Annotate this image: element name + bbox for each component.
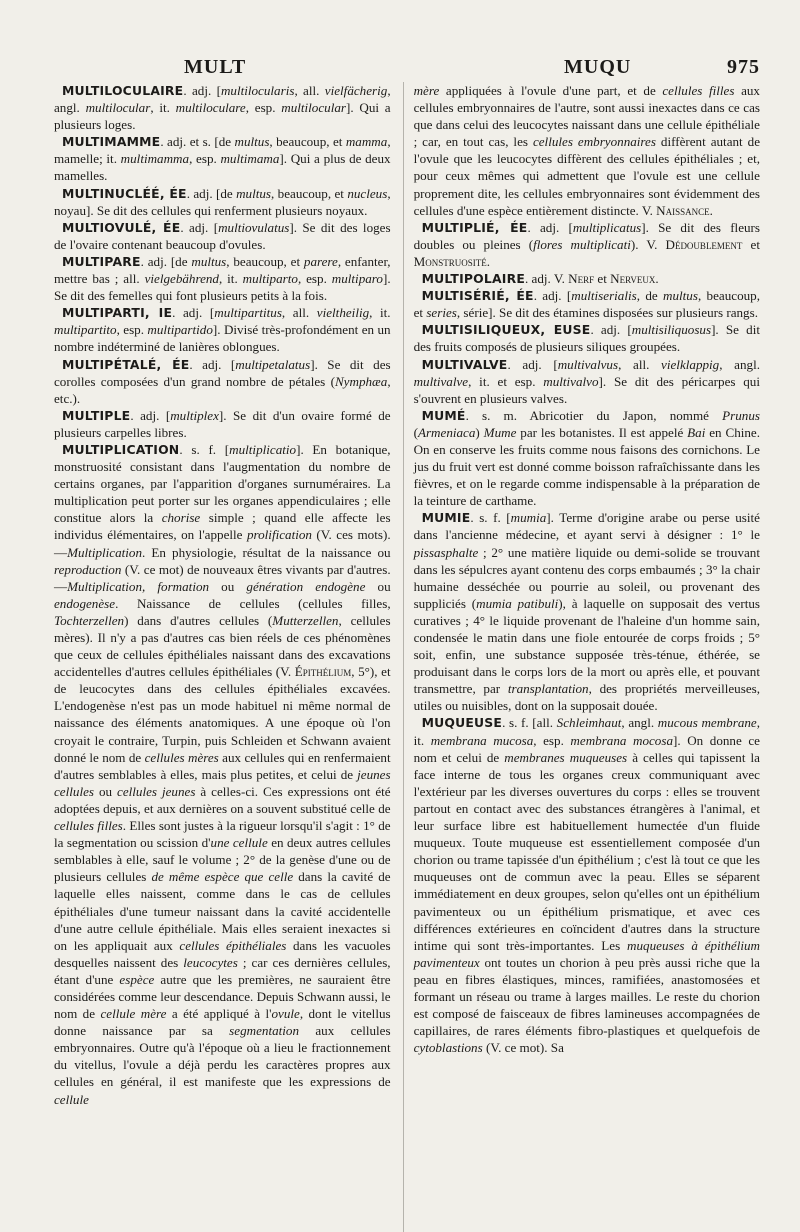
entry-headword: MUMIE	[421, 510, 471, 526]
continuation-paragraph: mère appliquées à l'ovule d'une part, et de cellules filles aux cellules embryonnaires de l'autre, sont aussi inexactes dans ce cas que dans celui des leucocytes naissant dans une cellule épithéliale ; car, en tout cas, les cellules embryonnaires diffèrent autant de l'ovule que les leucocytes diffèrent des cellules épithéliales ; et, pour ceux mêmes qui admettent que l'ovule est une cellule proprement dite, les cellules embryonnaires sont évidemment des cellules d'une espèce entièrement distincte. V. Naissance.	[413, 83, 761, 218]
left-column	[54, 82, 391, 1232]
dictionary-entry	[54, 253, 391, 304]
entry-headword: MULTIPARE	[62, 253, 141, 269]
dictionary-entry	[54, 441, 391, 1108]
entry-headword: MULTIPOLAIRE	[421, 271, 525, 287]
entry-definition: . adj. V. Nerf et Nerveux.	[525, 271, 659, 287]
entry-definition: . s. f. [all. Schleimhaut, angl. mucous membrane, it. membrana mucosa, esp. membrana mocosa]. On donne ce nom et celui de membranes muqueuses à celles qui tapissent la face interne de tous les organes creux communiquant avec l'extérieur par les diverses ouvertures du corps : elles se trouvent partout en contact avec des substances étrangères à l'animal, et leur surface libre est habituellement humectée d'un fluide muqueux. Toute muqueuse est essentiellement composée d'un chorion ou trame tapissée d'un épithélium ; c'est là tout ce que les muqueuses ont de commun avec la peau. Elles se séparent immédiatement en deux groupes, selon qu'elles ont un épithélium pavimenteux ou un épithélium prismatique, et avec ces différences extérieures en coïncident d'autres dans la structure intime qui sont très-importantes. Les muqueuses à épithélium pavimenteux ont toutes un chorion à peu près aussi riche que la peau en fibres élastiques, minces, ramifiées, anastomosées et formant un réseau ou trame à larges mailles. Le reste du chorion est composé de faisceaux de fibres lamineuses accompagnées de capillaires, de rares éléments fibro-plastiques et quelquefois de cytoblastions (V. ce mot). Sa	[413, 715, 760, 1056]
running-head-left: MULT	[184, 56, 247, 78]
entry-headword: MULTIVALVE	[421, 356, 508, 372]
entry-definition: . adj. [multisiliquosus]. Se dit des fruits composés de plusieurs siliques groupées.	[413, 322, 760, 355]
entry-definition: . s. f. [multiplicatio]. En botanique, monstruosité consistant dans l'augmentation du nombre de certains organes, par l'apparition d'organes surnuméraires. La multiplication peut porter sur les organes appendiculaires ; elle constitue alors la chorise simple ; quand elle affecte les individus élémentaires, on l'appelle prolification (V. ces mots).—Multiplication. En physiologie, résultat de la naissance ou reproduction (V. ce mot) de nouveaux êtres vivants par d'autres.—Multiplication, formation ou génération endogène ou endogenèse. Naissance de cellules (cellules filles, Tochterzellen) dans d'autres cellules (Mutterzellen, cellules mères). Il n'y a pas d'autres cas bien réels de ces phénomènes que ceux de cellules épithéliales naissant dans des excavations accidentelles d'autres cellules épithéliales (V. Épithélium, 5°), et de leucocytes dans des cellules épithéliales excavées. L'endogenèse n'est pas un mode habituel ni même normal de naissance des éléments anatomiques. A une époque où l'on croyait le contraire, Turpin, puis Schleiden et Schwann avaient donné le nom de cellules mères aux cellules qui en renfermaient d'autres semblables à elles, mais plus petites, et celui de jeunes cellules ou cellules jeunes à celles-ci. Ces expressions ont été adoptées depuis, et aux dernières on a souvent substitué celle de cellules filles. Elles sont justes à la rigueur lorsqu'il s'agit : 1° de la segmentation ou scission d'une cellule en deux autres cellules semblables à elle, sauf le volume ; 2° de la genèse d'une ou de plusieurs cellules de même espèce que celle dans la cavité de laquelle elles naissent, comme dans le cas de cellules épithéliales d'une tumeur naissant dans la cavité accidentelle d'une autre cellule épithéliale. Mais elles seraient inexactes si on les appliquait aux cellules épithéliales dans les vacuoles desquelles naissent des leucocytes ; car ces dernières cellules, étant d'une espèce autre que les premières, ne sauraient être considérées comme leur descendance. Depuis Schwann aussi, le nom de cellule mère a été appliqué à l'ovule, dont le vitellus donne naissance par sa segmentation aux cellules embryonnaires. Outre qu'à l'époque où a lieu le fractionnement du vitellus, l'ovule a déjà perdu les caractères propres aux cellules en général, il est manifeste que les expressions de cellule	[54, 441, 391, 1107]
entry-definition: . adj. [multiovulatus]. Se dit des loges de l'ovaire contenant beaucoup d'ovules.	[54, 219, 391, 252]
right-column	[414, 82, 760, 1232]
dictionary-entry	[54, 219, 391, 253]
dictionary-entry	[414, 321, 760, 355]
page-number: 975	[727, 56, 760, 78]
entry-headword: MULTIPARTI, IE	[62, 305, 173, 321]
dictionary-entry	[54, 407, 391, 441]
entry-definition: . adj. [multipartitus, all. vieltheilig, it. multipartito, esp. multipartido]. Divisé très-profondément en un nombre indéterminé de lanières oblongues.	[54, 305, 391, 355]
entry-headword: MULTISÉRIÉ, ÉE	[421, 288, 534, 304]
dictionary-entry	[414, 270, 760, 287]
entry-headword: MUMÉ	[421, 407, 466, 423]
entry-headword: MULTILOCULAIRE	[62, 83, 184, 98]
entry-definition: . adj. [de multus, beaucoup, et nucleus, noyau]. Se dit des cellules qui renferment plusieurs noyaux.	[54, 185, 391, 218]
entry-headword: MULTIOVULÉ, ÉE	[62, 219, 181, 235]
entry-headword: MULTIMAMME	[62, 134, 161, 150]
entry-definition: . s. m. Abricotier du Japon, nommé Prunus (Armeniaca) Mume par les botanistes. Il est appelé Bai en Chine. On en conserve les fruits comme nous faisons des cornichons. Le jus du fruit vert est donné comme boisson rafraîchissante dans les fièvres, et on le regarde comme indispensable à la préparation de la teinture de carthame.	[413, 407, 761, 509]
entry-definition: . adj. [multipetalatus]. Se dit des corolles composées d'un grand nombre de pétales (Nymphæa, etc.).	[54, 356, 391, 406]
entry-headword: MULTINUCLÉÉ, ÉE	[62, 185, 187, 201]
entry-headword: MULTISILIQUEUX, EUSE	[421, 322, 591, 338]
column-divider	[403, 82, 404, 1232]
entry-definition: . adj. et s. [de multus, beaucoup, et mamma, mamelle; it. multimamma, esp. multimama]. Qui a plus de deux mamelles.	[54, 134, 391, 184]
entry-definition: . adj. [multivalvus, all. vielklappig, angl. multivalve, it. et esp. multivalvo]. Se dit des péricarpes qui s'ouvrent en plusieurs valves.	[413, 356, 760, 406]
running-head	[54, 56, 760, 82]
entry-definition: . adj. [de multus, beaucoup, et parere, enfanter, mettre bas ; all. vielgebährend, it. multiparto, esp. multiparo]. Se dit des femelles qui font plusieurs petits à la fois.	[54, 253, 391, 304]
dictionary-entry	[54, 304, 391, 355]
dictionary-entry	[54, 356, 391, 407]
entry-definition: . adj. [multiplicatus]. Se dit des fleurs doubles ou pleines (flores multiplicati). V. Dédoublement et Monstruosité.	[413, 219, 761, 269]
entry-headword: MULTIPLIÉ, ÉE	[421, 219, 528, 235]
dictionary-entry	[414, 509, 760, 714]
dictionary-entry	[414, 287, 760, 321]
dictionary-entry	[54, 185, 391, 219]
entry-headword: MULTIPLE	[62, 407, 131, 423]
entry-headword: MULTIPÉTALÉ, ÉE	[62, 356, 190, 372]
dictionary-entry	[54, 82, 391, 133]
dictionary-entry	[414, 407, 760, 510]
entry-definition: . s. f. [mumia]. Terme d'origine arabe ou perse usité dans l'ancienne médecine, et ayant servi à désigner : 1° le pissasphalte ; 2° une matière liquide ou demi-solide se trouvant dans les sépulcres ayant contenu des corps embaumés ; 3° la chair humaine desséchée ou pourrie au soleil, ou provenant des suppliciés (mumia patibuli), à laquelle on supposait des vertus curatives ; 4° le liquide provenant de l'haleine d'un homme sain, condensée le matin dans une fiole entourée de corps froids ; 5° soit, enfin, une substance supposée très-ténue, éthérée, se produisant dans le corps lors de la mort ou après elle, et pouvant transmettre, par transplantation, des propriétés merveilleuses, utiles ou nuisibles, dont on la supposait douée.	[413, 510, 761, 714]
dictionary-entry	[414, 714, 760, 1056]
dictionary-entry	[414, 219, 760, 270]
dictionary-entry	[54, 133, 391, 184]
entry-definition: . adj. [multiserialis, de multus, beaucoup, et series, série]. Se dit des étamines disposées sur plusieurs rangs.	[413, 288, 760, 321]
entry-headword: MULTIPLICATION	[62, 441, 180, 457]
entry-definition: . adj. [multilocularis, all. vielfächerig, angl. multilocular, it. multiloculare, esp. multilocular]. Qui a plusieurs loges.	[54, 83, 391, 133]
text-columns	[54, 82, 760, 1232]
running-head-center: MUQU	[564, 56, 632, 78]
entry-headword: MUQUEUSE	[421, 715, 503, 731]
entry-definition: . adj. [multiplex]. Se dit d'un ovaire formé de plusieurs carpelles libres.	[54, 407, 391, 440]
dictionary-entry	[414, 356, 760, 407]
